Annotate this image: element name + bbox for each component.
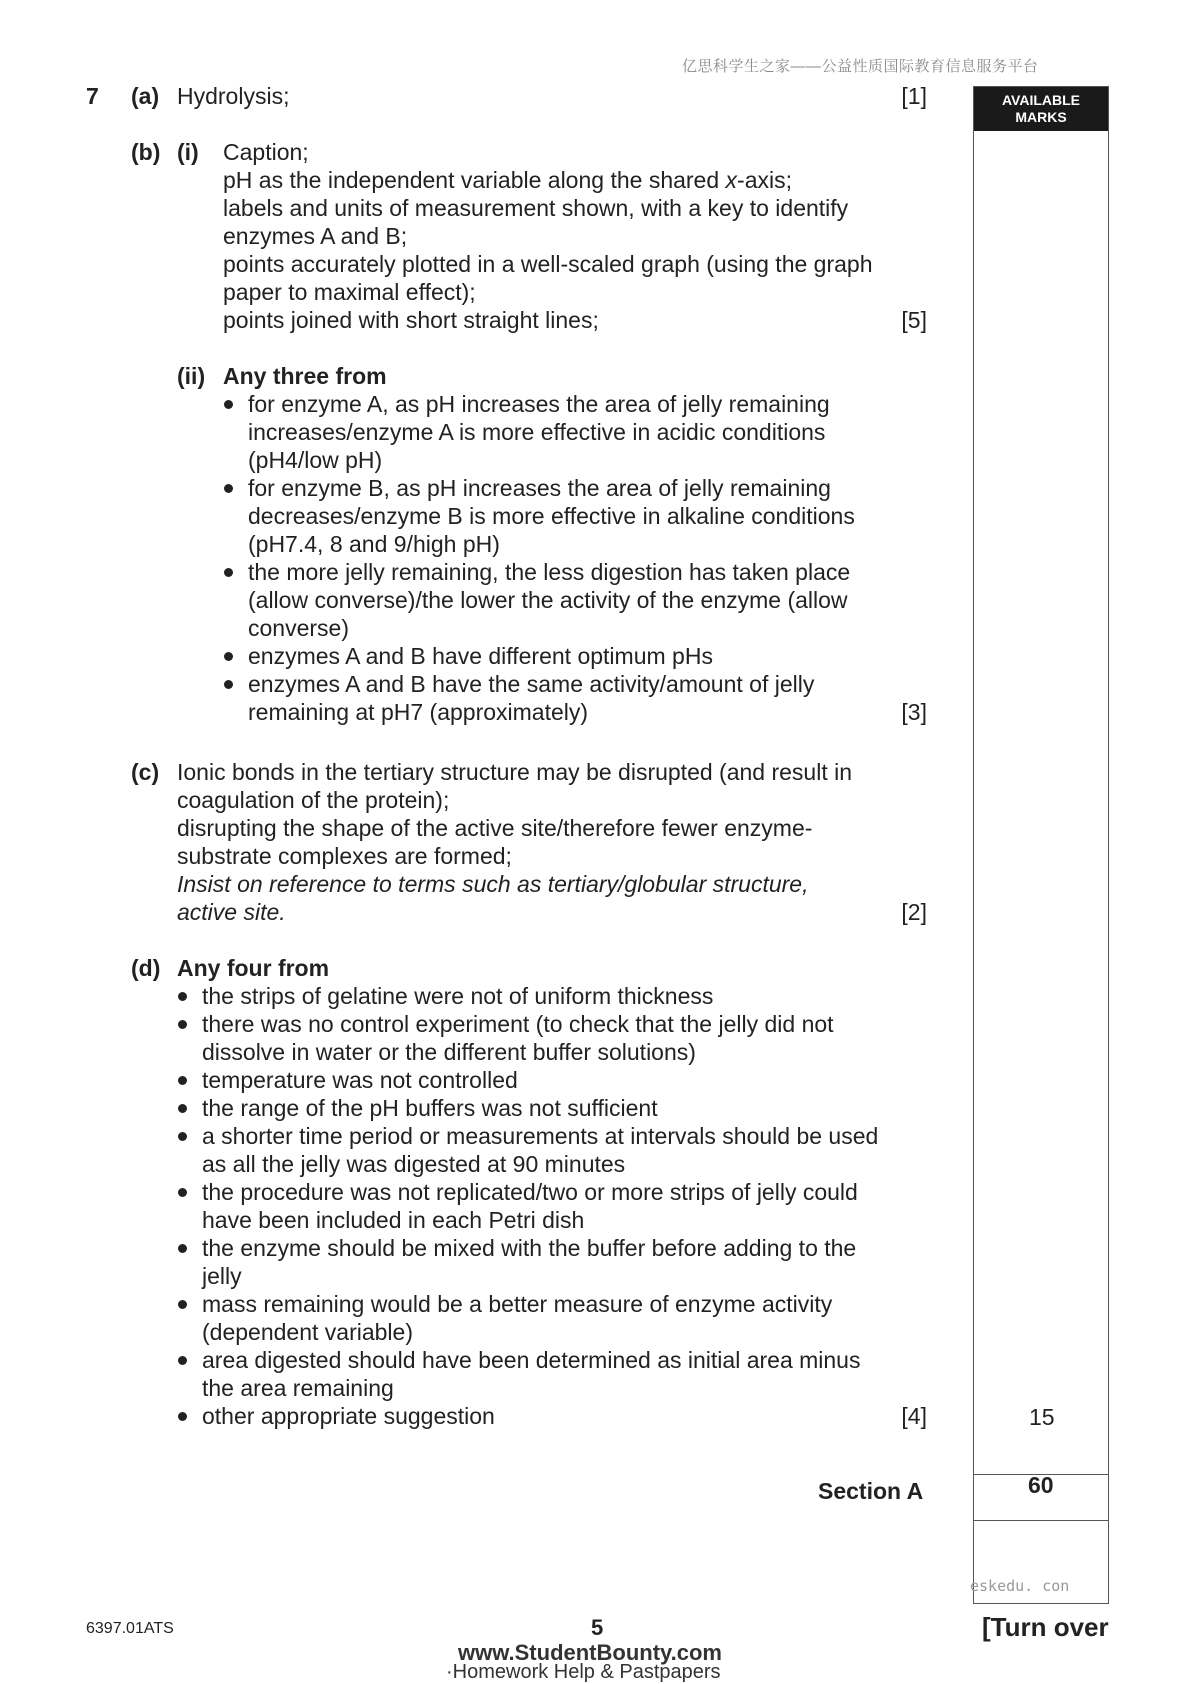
d-line: the strips of gelatine were not of uniform thickness xyxy=(202,983,714,1009)
b-ii-line: for enzyme B, as pH increases the area of jelly remaining xyxy=(248,475,831,501)
available-marks-heading-line2: MARKS xyxy=(1015,109,1067,125)
question-number: 7 xyxy=(86,83,99,109)
part-b-i-label: (i) xyxy=(177,139,199,165)
part-a-mark: [1] xyxy=(901,83,927,109)
d-line: jelly xyxy=(202,1263,242,1289)
available-marks-column xyxy=(973,86,1109,1604)
bullet-icon xyxy=(178,1020,187,1029)
bullet-icon xyxy=(224,680,233,689)
part-c-mark: [2] xyxy=(901,899,927,925)
d-heading: Any four from xyxy=(177,955,330,981)
d-line: the range of the pH buffers was not sufficient xyxy=(202,1095,658,1121)
b-i-line: labels and units of measurement shown, with a key to identify xyxy=(223,195,849,221)
bullet-icon xyxy=(178,1300,187,1309)
bullet-icon xyxy=(224,484,233,493)
bullet-icon xyxy=(178,1244,187,1253)
d-line: the procedure was not replicated/two or more strips of jelly could xyxy=(202,1179,858,1205)
c-line: substrate complexes are formed; xyxy=(177,843,512,869)
section-a-total-marks: 60 xyxy=(1028,1472,1054,1498)
part-b-ii-mark: [3] xyxy=(901,699,927,725)
d-line: mass remaining would be a better measure of enzyme activity xyxy=(202,1291,833,1317)
bullet-icon xyxy=(224,400,233,409)
c-line: disrupting the shape of the active site/therefore fewer enzyme- xyxy=(177,815,813,841)
d-line: the enzyme should be mixed with the buffer before adding to the xyxy=(202,1235,857,1261)
b-ii-heading: Any three from xyxy=(223,363,387,389)
paper-code: 6397.01ATS xyxy=(86,1620,174,1637)
d-line: the area remaining xyxy=(202,1375,394,1401)
part-a-label: (a) xyxy=(131,83,160,109)
b-ii-line: enzymes A and B have the same activity/amount of jelly xyxy=(248,671,815,697)
section-a-label: Section A xyxy=(818,1478,924,1504)
bullet-icon xyxy=(224,568,233,577)
part-d-mark: [4] xyxy=(901,1403,927,1429)
b-i-line: paper to maximal effect); xyxy=(223,279,476,305)
eskedu-watermark: eskedu. con xyxy=(970,1577,1070,1595)
d-line: other appropriate suggestion xyxy=(202,1403,495,1429)
page-number: 5 xyxy=(591,1615,604,1640)
b-i-line-axis-italic: x xyxy=(725,167,738,193)
part-b-ii-label: (ii) xyxy=(177,363,206,389)
available-marks-heading-line1: AVAILABLE xyxy=(1001,92,1081,108)
bullet-icon xyxy=(178,992,187,1001)
header-watermark: 亿思科学生之家——公益性质国际教育信息服务平台 xyxy=(682,58,1039,75)
c-guidance-line: Insist on reference to terms such as tertiary/globular structure, xyxy=(177,871,809,897)
c-line: Ionic bonds in the tertiary structure may be disrupted (and result in xyxy=(177,759,853,785)
b-i-line-axis xyxy=(223,166,792,194)
b-ii-line: decreases/enzyme B is more effective in alkaline conditions xyxy=(248,503,855,529)
bullet-icon xyxy=(178,1104,187,1113)
b-ii-line: remaining at pH7 (approximately) xyxy=(248,699,589,725)
marks-divider-bottom xyxy=(974,1520,1108,1521)
b-ii-line: (pH7.4, 8 and 9/high pH) xyxy=(248,531,500,557)
b-i-line: points accurately plotted in a well-scaled graph (using the graph xyxy=(223,251,873,277)
d-line: (dependent variable) xyxy=(202,1319,413,1345)
b-ii-line: increases/enzyme A is more effective in acidic conditions xyxy=(248,419,826,445)
b-ii-line: (allow converse)/the lower the activity of the enzyme (allow xyxy=(248,587,848,613)
b-i-line-axis-post: -axis; xyxy=(737,167,792,193)
c-guidance-line: active site. xyxy=(177,899,286,925)
bullet-icon xyxy=(178,1132,187,1141)
b-i-line: enzymes A and B; xyxy=(223,223,408,249)
b-i-line: Caption; xyxy=(223,139,309,165)
d-line: area digested should have been determined as initial area minus xyxy=(202,1347,861,1373)
b-ii-line: (pH4/low pH) xyxy=(248,447,383,473)
part-a-answer: Hydrolysis; xyxy=(177,83,290,109)
studentbounty-url[interactable]: www.StudentBounty.com xyxy=(458,1640,722,1665)
b-i-line-axis-pre: pH as the independent variable along the shared xyxy=(223,167,726,193)
b-ii-line: converse) xyxy=(248,615,349,641)
d-line: as all the jelly was digested at 90 minutes xyxy=(202,1151,626,1177)
part-d-label: (d) xyxy=(131,955,161,981)
bullet-icon xyxy=(178,1188,187,1197)
d-line: dissolve in water or the different buffer solutions) xyxy=(202,1039,696,1065)
available-marks-heading xyxy=(974,87,1108,131)
b-ii-line: the more jelly remaining, the less digestion has taken place xyxy=(248,559,851,585)
d-line: temperature was not controlled xyxy=(202,1067,518,1093)
part-b-label: (b) xyxy=(131,139,161,165)
d-line: a shorter time period or measurements at intervals should be used xyxy=(202,1123,879,1149)
bullet-icon xyxy=(224,652,233,661)
bullet-icon xyxy=(178,1356,187,1365)
turn-over: [Turn over xyxy=(982,1612,1109,1642)
d-line: have been included in each Petri dish xyxy=(202,1207,585,1233)
b-ii-line: for enzyme A, as pH increases the area of jelly remaining xyxy=(248,391,830,417)
part-b-i-mark: [5] xyxy=(901,307,927,333)
b-ii-line: enzymes A and B have different optimum pHs xyxy=(248,643,713,669)
b-i-line: points joined with short straight lines; xyxy=(223,307,599,333)
d-line: there was no control experiment (to check that the jelly did not xyxy=(202,1011,834,1037)
q7-total-marks: 15 xyxy=(1029,1404,1055,1430)
c-line: coagulation of the protein); xyxy=(177,787,450,813)
bullet-icon xyxy=(178,1076,187,1085)
bullet-icon xyxy=(178,1412,187,1421)
studentbounty-tagline: ·Homework Help & Pastpapers xyxy=(446,1661,721,1683)
part-c-label: (c) xyxy=(131,759,160,785)
